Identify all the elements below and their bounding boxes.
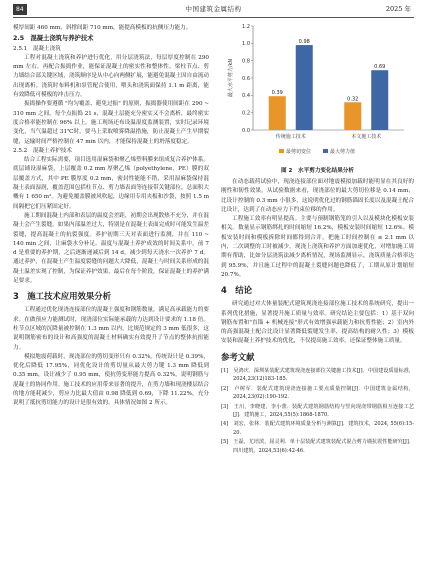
section-2-5-heading: 2.5 混凝土浇筑与养护技术 <box>13 35 94 43</box>
legend-label: 最剪切变位 <box>286 149 312 155</box>
y-tick-label: 1.2 <box>242 23 250 30</box>
paragraph: 模拟地震荷载时，现浇部位的剪切变形只有 0.32%，传统设计是 0.39%，优化后降低 17.95%，同优化设计的剪切量从最大剪力键 1.3 mm 降低到 0.35 mm，设计减少了 0.95 mm，使抗剪变形能力提高 0.32%，说明钢筋与混凝土的协同作用。施工技术的应用带来显著的提升，在剪力墙和现浇楼层结合的地方能耗减少，剪应力比最大值由 0.98 降低到 0.69，下降 11.22%，充分说明了抵抗剪切能力的设计是很有效的。具体情况如图 2 所示。 <box>13 353 209 407</box>
figure-2-chart <box>221 18 414 166</box>
paragraph: 研究通过对大体量装配式建筑现浇连接部位施工技术的系统研究，提出一系列优化措施，显著提升施工质量与效率。研究结论主要包括：1）基于双向钢筋布置和"直锚 + 机械连接"形式有效增强承载能力和抗剪性能；2）室内外的高强混凝土配合比设计显著降低裂缝发生率，提高结构的耐久性；3）模板安装和混凝土养护技术的优化，不仅提高施工效率，还保证整体施工质量。 <box>221 301 414 345</box>
section-4-heading: 4 结论 <box>221 285 252 296</box>
bar <box>296 45 313 130</box>
bar <box>371 70 388 130</box>
y-tick-label: 0.2 <box>242 110 250 117</box>
bar-chart <box>221 18 414 166</box>
reference-item: [1] 吴鸿庆．深圳某装配式建筑现浇连接部位关键施工技术[J]．中国建设质量标准，2024,23(12)183-185. <box>221 367 414 382</box>
reference-item: [3] 王川，李晓建，李小蕾．装配式建筑钢筋结构与竖向现浇带钢筋相互连接工艺[J]．建筑施工，2024,55(5):1868-1870. <box>221 403 414 418</box>
bar <box>344 102 361 130</box>
paragraph: 工程施工效率有明显提高。主要与预制钢筋笼的引入以及模块化模板安装相关。数量显示钢筋绑扎的时间缩短 16.2%，模板安装时间缩短 12.6%。模板安装时间和模板拆除时间都得到合并，把施工时间控制在 ≤ 2.1 mm 以内，二次调整的工时被减少，现浇上浇筑和养护方面加速优化，对增加施工周期有帮助，比如分层浇筑法减少离析情况，现场监测显示，浇筑质量合格率达到 95.9%，并且施工过程中的混凝土裂缝问题也降低了，工期从原计划缩短 20.7%。 <box>221 216 414 278</box>
legend-swatch <box>279 149 284 153</box>
bar-value-label: 0.69 <box>374 64 386 71</box>
bar-value-label: 0.32 <box>347 96 359 103</box>
y-tick-label: 0.8 <box>242 58 250 65</box>
legend-swatch <box>323 149 328 153</box>
issue-year: 2025 年 <box>385 5 411 13</box>
y-tick-label: 0.0 <box>242 127 250 134</box>
running-header <box>0 0 427 19</box>
bar <box>269 96 286 130</box>
paragraph: 结合工程实际需要，项目选用湿麻袋和聚乙烯塑料膜来组成复合养护体系。底层铺设湿麻袋，上层覆盖 0.2 mm 厚聚乙烯（polyethylene，PE）膜的双层覆盖方式，其中 PE 膜厚度 0.2 mm，密封性能能不错，采用湿麻袋保持混凝土表面湿润，覆盖范围包括柱节点、剪力墙表面等连接带关键部位，总面积大概有 1 650 m²。为避免覆盖膜被风吹起，边缘用专用夹板和沙袋，按照 1.5 m 间隔把它们压紧固定好。 <box>13 157 209 210</box>
figure-caption: 图 2 水平剪力变化结果分析 <box>281 168 354 174</box>
left-column <box>13 24 209 409</box>
y-tick-label: 0.6 <box>242 75 250 82</box>
x-category-label: 本文施工技术 <box>351 134 382 140</box>
y-axis-label: 最大水平剪力/kN <box>228 58 234 98</box>
journal-title: 中国建筑金属结构 <box>185 5 242 13</box>
reference-item: [2] 卢树军．装配式建筑现浇连接施工要点质量控制[J]．中国建筑金属结构，2024,23(02):190-192. <box>221 385 414 400</box>
y-tick-label: 1.0 <box>242 41 250 48</box>
reference-item: [4] 刘宏，张林．装配式建筑环境质量分析与测算[J]．建筑技术，2024, 55(6):15-20. <box>221 421 414 436</box>
y-tick-label: 0.4 <box>242 93 250 100</box>
paragraph: 工程通过优化现浇连接部位的混凝土强度和钢筋数量，满足高承载能力的要求。在做预应力能测试时，现浇部位实际能承载的力达到设计要求的 1.18 倍。柱节点区域的沉降量被控制在 1.3 mm 以内，比规范规定的 3 mm 低很多，这说明钢筋密布的设计和高强度的混凝土材料确实有效提升了节点的整体抗扭能力。 <box>13 307 209 351</box>
section-3-heading: 3 施工技术应用效果分析 <box>13 291 111 302</box>
paragraph: 振捣操作要遵循 "均匀覆盖、避免过振" 的原则，振捣器使用间距在 290 ~ 310 mm 之间，每个点振捣 21 s，混凝土层能充分密实又不会离析，最终密实度合格率能控制在 96% 以上。施工现场还布设温湿度监测装置，实时记录环境变化，当气温超过 31℃时，要马上采取喷雾降温措施，防止混凝土产生早期裂缝，运输时间严格控制在 47 min 以内，才能保持混凝土的坍落度稳定。 <box>13 101 209 145</box>
references-heading: 参考文献 <box>221 351 255 362</box>
section-2-5-2-heading: 2.5.2 混凝土养护技术 <box>13 147 72 154</box>
paragraph: 工程对混凝土浇筑和养护进行优化，用分层浇筑法，每层厚度控制在 290 mm 左右，再配合振捣作业，能保证混凝土的密实性和整体性。梁柱节点、剪力墙结合部关键区域，浇筑顺序是从中心向两侧扩展，能避免混凝土因自由流动出现离析。浇筑时布料机和泵管配合使用，喂头和浇筑面保持 1.1 m 距离，能有效降低可模板的冲击压力。 <box>13 54 209 99</box>
bar-value-label: 0.39 <box>271 90 283 97</box>
intro-paragraph: 模厚间距 460 mm，斜撑间距 710 mm，能提高模板的抗侧压力能力。 <box>13 25 192 31</box>
paragraph: 在动态载荷试验中，现浇连接部位面对地震模拟加载时能明显在其良好的刚性和韧性效果。从试验数据来看，现浇部位的最大剪切位移是 0.14 mm，比设计控制的 0.3 mm 小很多，这说明优化过的钢筋锚固长度以及混凝土配合比设计，达到了在动态应力下约束位移的作用。 <box>221 179 414 213</box>
right-column <box>221 178 414 456</box>
bar-value-label: 0.98 <box>298 39 310 46</box>
x-category-label: 传统施工技术 <box>275 134 306 140</box>
page-number: 84 <box>13 4 27 15</box>
legend-label: 最大剪力值 <box>330 149 356 155</box>
reference-item: [5] 王磊，尤培滨，屈灵利．单十层装配式建筑装配式混合剪力墙抗震性能研究[J]．四川建筑，2024,53(6):42-46. <box>221 439 414 454</box>
section-2-5-1-heading: 2.5.1 混凝土浇筑 <box>13 45 61 52</box>
paragraph: 施工期间混凝土内部和表层的温度会差距，初期会出现散热不充分，并在混凝土会产生裂缝。如果内部温差过大，特别是在混凝土表面完成时可能发生温差裂缝，提高混凝土的抗裂强度。养护初期三天对表面进行监测，并在 110 ~ 140 min 之间，让麻袋水分补足。温度与混凝土养护成效的时间关系中，前 7 d 是重要的养护期，之后逐渐递减后到 14 d，减少到每天浇水一次养护 7 d。通过养护，在混凝土产生温度裂缝的问题大大降低，混凝土与时间关系形成的混凝土温差实现了控制，为保证养护效果，最后在每个阶段，保证混凝土的养护满足要求。 <box>13 212 209 285</box>
references-list <box>221 367 414 455</box>
